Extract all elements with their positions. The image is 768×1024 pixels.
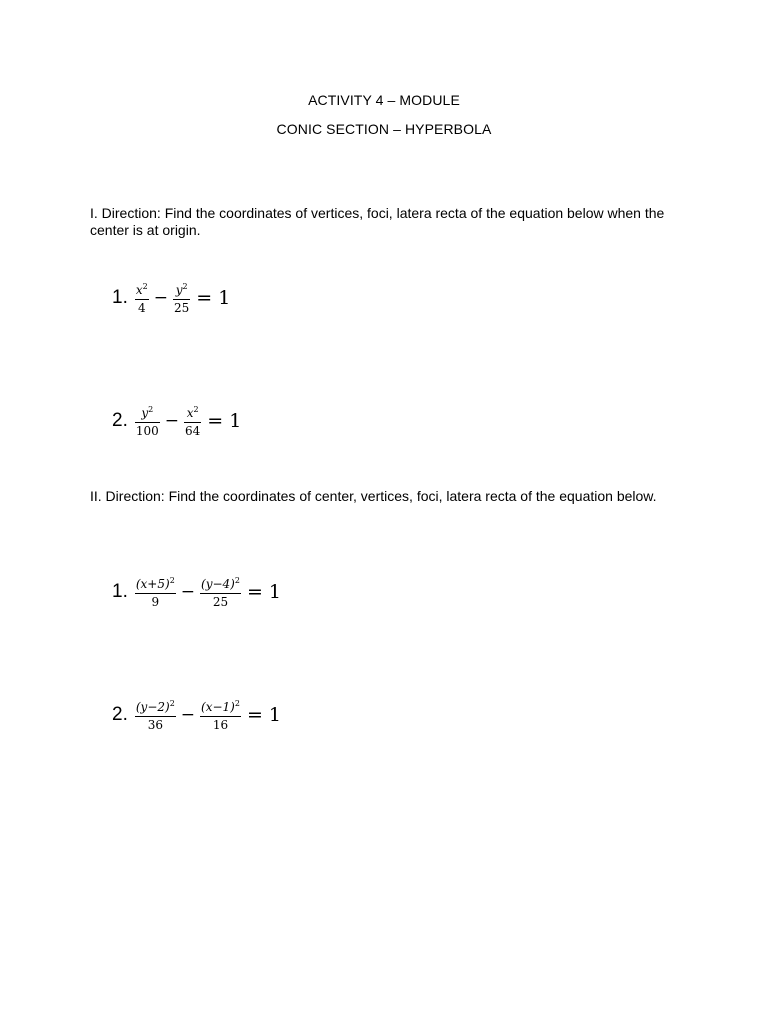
numerator: (y−2) <box>135 700 170 714</box>
activity-title: ACTIVITY 4 – MODULE <box>308 92 460 108</box>
section2-equation-2 <box>112 696 281 733</box>
denominator: 25 <box>212 595 229 609</box>
minus-sign: − <box>153 287 168 308</box>
equation-number: 1. <box>112 286 128 308</box>
fraction-term <box>135 402 160 439</box>
denominator: 64 <box>185 424 201 438</box>
numerator: (y−4) <box>201 577 235 591</box>
exponent: 2 <box>148 405 154 414</box>
section2-direction: II. Direction: Find the coordinates of center, vertices, foci, latera recta of the equation below. <box>90 488 657 504</box>
numerator: (x+5) <box>135 577 170 591</box>
numerator: (x−1) <box>201 700 235 714</box>
exponent: 2 <box>169 699 175 708</box>
numerator: x <box>186 406 194 420</box>
fraction-term <box>200 573 241 610</box>
fraction-term <box>184 402 201 439</box>
denominator: 16 <box>212 718 229 732</box>
equation-number: 2. <box>112 409 128 431</box>
section1-equation-2 <box>112 402 241 439</box>
exponent: 2 <box>142 282 148 291</box>
exponent: 2 <box>169 576 175 585</box>
exponent: 2 <box>234 576 240 585</box>
denominator: 36 <box>147 718 163 732</box>
section1-equation-1 <box>112 279 230 316</box>
numerator: y <box>141 406 149 420</box>
denominator: 9 <box>151 595 160 609</box>
equation-rhs: = 1 <box>246 580 282 603</box>
numerator: x <box>135 283 143 297</box>
section1-direction: I. Direction: Find the coordinates of vertices, foci, latera recta of the equation below when the center is at origin. <box>90 205 665 238</box>
denominator: 25 <box>173 301 190 315</box>
section2-equation-1 <box>112 573 281 610</box>
minus-sign: − <box>164 410 180 431</box>
numerator: y <box>175 283 183 297</box>
equation-rhs: = 1 <box>196 286 231 309</box>
exponent: 2 <box>182 282 188 291</box>
equation-number: 2. <box>112 703 128 725</box>
denominator: 100 <box>135 424 159 438</box>
activity-subtitle: CONIC SECTION – HYPERBOLA <box>276 121 492 137</box>
fraction-term <box>135 573 176 610</box>
minus-sign: − <box>180 581 196 602</box>
fraction-term <box>173 279 190 316</box>
fraction-term <box>135 696 176 733</box>
equation-number: 1. <box>112 580 128 602</box>
exponent: 2 <box>234 699 240 708</box>
minus-sign: − <box>180 704 196 725</box>
fraction-term <box>135 279 149 316</box>
equation-rhs: = 1 <box>207 409 242 432</box>
fraction-term <box>200 696 241 733</box>
exponent: 2 <box>193 405 199 414</box>
denominator: 4 <box>137 301 146 315</box>
equation-rhs: = 1 <box>246 703 282 726</box>
